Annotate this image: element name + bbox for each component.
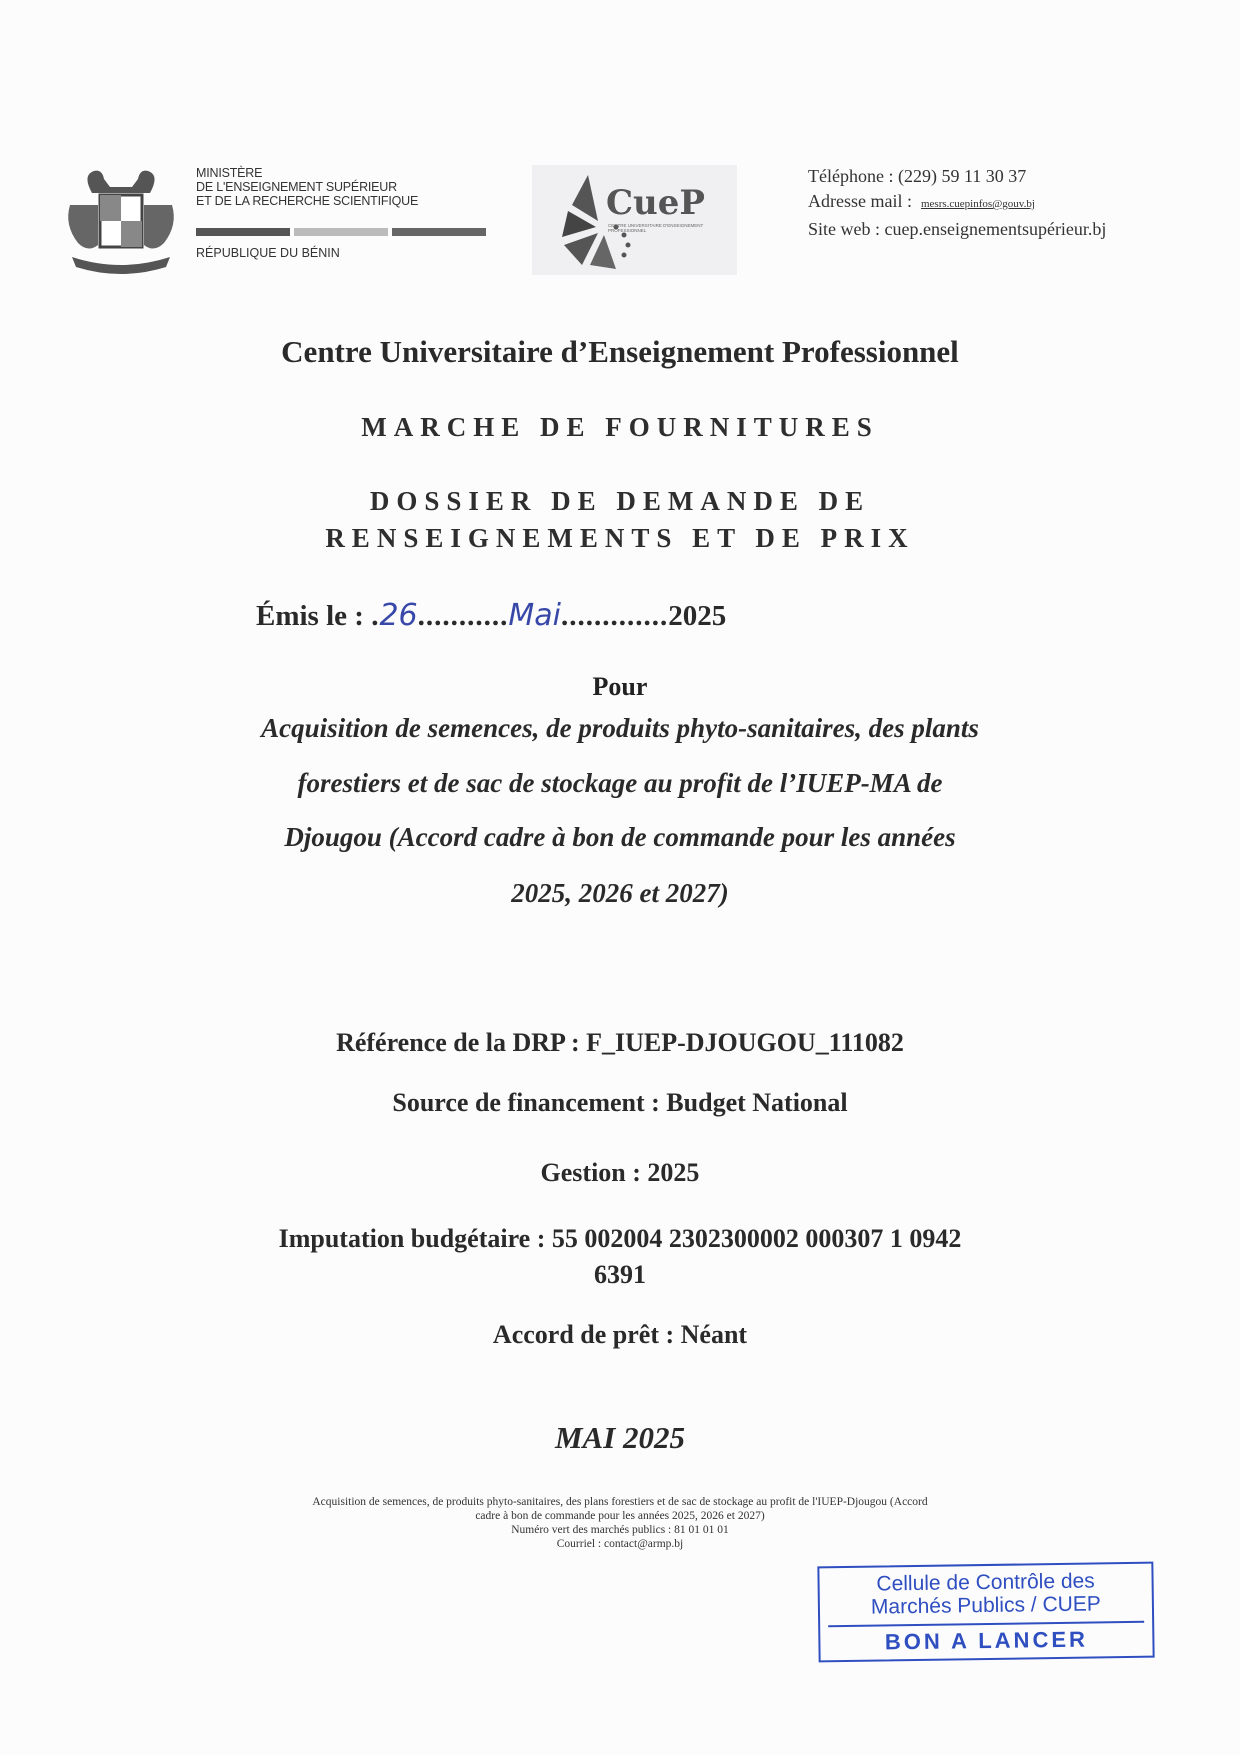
contact-block [808, 164, 1106, 242]
dossier-title-line2: RENSEIGNEMENTS ET DE PRIX [325, 523, 915, 553]
mail-label: Adresse mail : [808, 191, 912, 211]
issue-date: Émis le : .26...........Mai.............2025 [256, 598, 727, 633]
dossier-title-line1: DOSSIER DE DEMANDE DE [369, 486, 871, 516]
ministry-line: MINISTÈRE [196, 166, 263, 180]
mail-row [808, 189, 1106, 217]
budget-imputation: Imputation budgétaire : 55 002004 2302300002 000307 1 0942 [278, 1224, 962, 1253]
coat-of-arms-icon [62, 165, 180, 277]
object-line: forestiers et de sac de stockage au profit de l’IUEP-MA de [297, 768, 943, 798]
budget-imputation-cont: 6391 [594, 1260, 646, 1289]
drp-reference: Référence de la DRP : F_IUEP-DJOUGOU_111082 [336, 1028, 904, 1057]
republic-name: RÉPUBLIQUE DU BÉNIN [196, 246, 340, 260]
loan-agreement: Accord de prêt : Néant [492, 1320, 748, 1349]
pour-label: Pour [592, 672, 648, 701]
object-line: Djougou (Accord cadre à bon de commande pour les années [284, 822, 956, 852]
mail-value: mesrs.cuepinfos@gouv.bj [920, 198, 1035, 210]
ministry-line: DE L'ENSEIGNEMENT SUPÉRIEUR [196, 180, 397, 194]
issue-label: Émis le : [256, 600, 364, 632]
approval-stamp [817, 1562, 1154, 1663]
funding-source: Source de financement : Budget National [392, 1088, 848, 1117]
web-value: cuep.enseignementsupérieur.bj [884, 219, 1107, 239]
institution-title: Centre Universitaire d’Enseignement Professionnel [281, 334, 959, 369]
flag-bars [196, 228, 486, 236]
cuep-logo [532, 165, 737, 275]
ministry-line: ET DE LA RECHERCHE SCIENTIFIQUE [196, 194, 419, 208]
web-label: Site web : [808, 219, 880, 239]
object-line: Acquisition de semences, de produits phyto-sanitaires, des plants [261, 713, 979, 743]
cuep-logo-subtitle: CENTRE UNIVERSITAIRE D'ENSEIGNEMENT PROFESSIONNEL [608, 223, 704, 233]
footer-line: Numéro vert des marchés publics : 81 01 01 01 [511, 1524, 729, 1536]
gestion: Gestion : 2025 [540, 1158, 700, 1187]
document-date: MAI 2025 [554, 1420, 686, 1455]
stamp-line: Marchés Publics / CUEP [870, 1592, 1102, 1619]
cuep-logo-text: CueP [606, 183, 705, 223]
object-line: 2025, 2026 et 2027) [511, 878, 729, 908]
footer-line: cadre à bon de commande pour les années 2025, 2026 et 2027) [475, 1510, 765, 1522]
footer-line: Courriel : contact@armp.bj [556, 1538, 684, 1550]
footer-line: Acquisition de semences, de produits phyto-sanitaires, des plans forestiers et de sac de stockage au profit de l'IUEP-Djougou (Accord [312, 1496, 928, 1508]
phone-value: (229) 59 11 30 37 [897, 166, 1027, 186]
web-row [808, 217, 1106, 242]
issue-day-handwritten: 26 [379, 598, 418, 633]
ministry-name [196, 166, 418, 208]
stamp-approval-text: BON A LANCER [884, 1626, 1089, 1655]
market-title: MARCHE DE FOURNITURES [361, 412, 879, 442]
stamp-line: Cellule de Contrôle des [876, 1569, 1095, 1596]
phone-row [808, 164, 1106, 189]
issue-month-handwritten: Mai [508, 598, 561, 633]
phone-label: Téléphone : [808, 166, 894, 186]
issue-year: 2025 [668, 600, 727, 632]
